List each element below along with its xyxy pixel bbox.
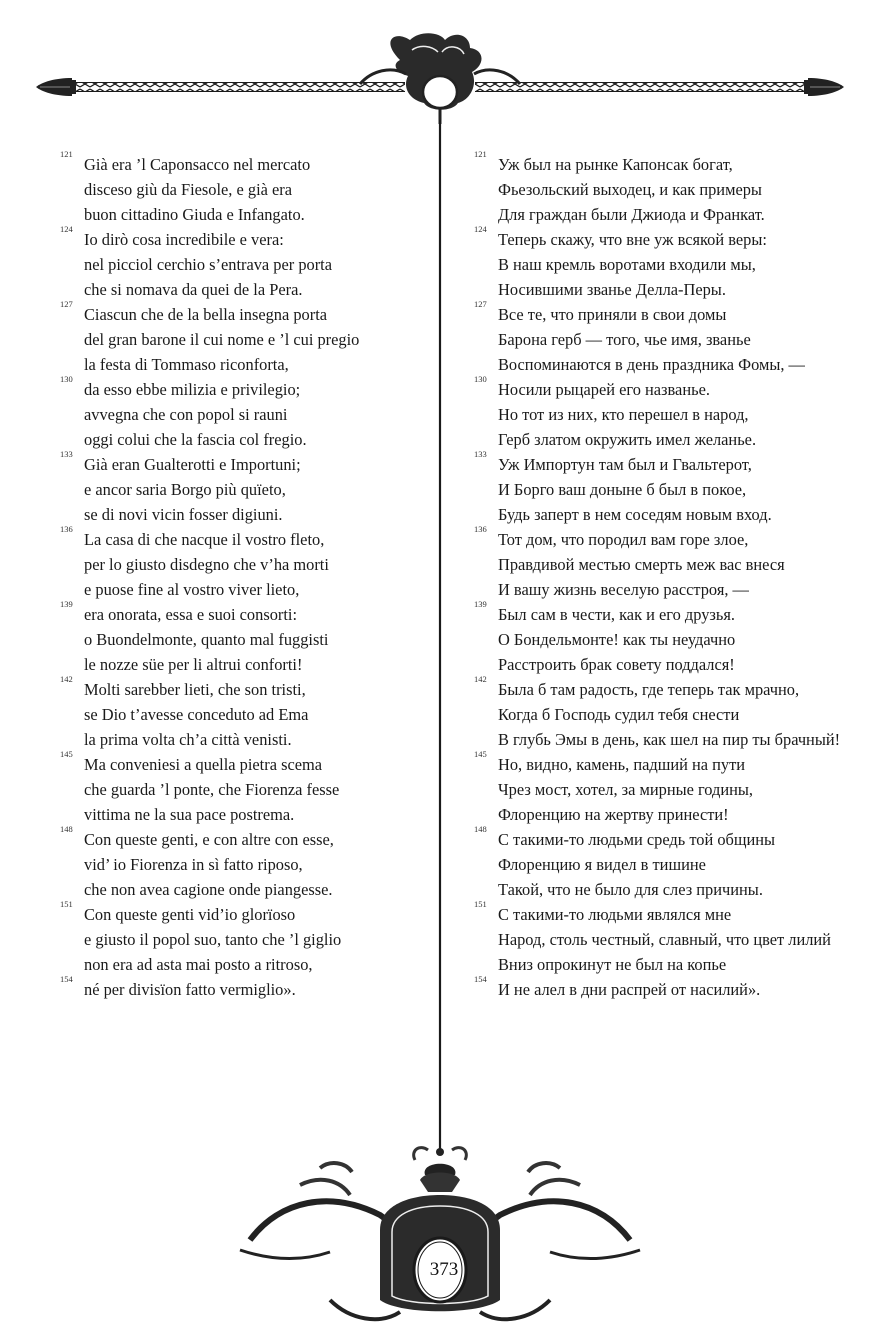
- verse-number: 151: [60, 899, 73, 909]
- russian-tercet: [474, 824, 854, 902]
- verse-text: se Dio t’avesse conceduto ad Ema: [84, 705, 309, 724]
- russian-tercet: [474, 449, 854, 527]
- italian-verse-line: [60, 149, 400, 177]
- russian-verse-line: [474, 927, 854, 952]
- verse-text: non era ad asta mai posto a ritroso,: [84, 955, 313, 974]
- italian-verse-line: [60, 777, 400, 802]
- verse-text: oggi colui che la fascia col fregio.: [84, 430, 307, 449]
- italian-verse-line: [60, 327, 400, 352]
- italian-tercet: [60, 149, 400, 227]
- italian-tercet: [60, 899, 400, 977]
- italian-verse-line: [60, 352, 400, 377]
- verse-text: Будь заперт в нем соседям новым вход.: [498, 505, 772, 524]
- verse-number: 154: [474, 974, 487, 984]
- verse-number: 127: [474, 299, 487, 309]
- italian-verse-line: [60, 749, 400, 777]
- verse-text: И Борго ваш доныне б был в покое,: [498, 480, 747, 499]
- russian-verse-line: [474, 427, 854, 452]
- verse-number: 130: [60, 374, 73, 384]
- russian-verse-line: [474, 202, 854, 227]
- verse-text: Теперь скажу, что вне уж всякой веры:: [498, 230, 767, 249]
- italian-tercet: [60, 224, 400, 302]
- russian-verse-line: [474, 824, 854, 852]
- verse-text: Носившими званье Делла-Перы.: [498, 280, 726, 299]
- verse-text: Чрез мост, хотел, за мирные годины,: [498, 780, 754, 799]
- verse-text: Когда б Господь судил тебя снести: [498, 705, 740, 724]
- italian-verse-line: [60, 852, 400, 877]
- italian-verse-line: [60, 702, 400, 727]
- italian-tercet: [60, 599, 400, 677]
- russian-verse-line: [474, 627, 854, 652]
- verse-text: buon cittadino Giuda e Infangato.: [84, 205, 305, 224]
- italian-verse-line: [60, 652, 400, 677]
- verse-number: 142: [474, 674, 487, 684]
- verse-text: Герб златом окружить имел желанье.: [498, 430, 757, 449]
- verse-text: che guarda ’l ponte, che Fiorenza fesse: [84, 780, 340, 799]
- verse-text: la prima volta ch’a città venisti.: [84, 730, 292, 749]
- verse-text: С такими-то людьми являлся мне: [498, 905, 732, 924]
- italian-verse-line: [60, 552, 400, 577]
- verse-text: Такой, что не было для слез причины.: [498, 880, 763, 899]
- verse-number: 154: [60, 974, 73, 984]
- italian-verse-line: [60, 202, 400, 227]
- verse-text: era onorata, essa e suoi consorti:: [84, 605, 298, 624]
- italian-verse-line: [60, 402, 400, 427]
- russian-verse-line: [474, 674, 854, 702]
- italian-verse-line: [60, 502, 400, 527]
- russian-verse-line: [474, 777, 854, 802]
- russian-verse-line: [474, 852, 854, 877]
- verse-text: Но тот из них, кто перешел в народ,: [498, 405, 749, 424]
- italian-verse-line: [60, 374, 400, 402]
- russian-verse-line: [474, 299, 854, 327]
- italian-verse-line: [60, 927, 400, 952]
- italian-verse-line: [60, 899, 400, 927]
- russian-verse-line: [474, 727, 854, 752]
- russian-verse-line: [474, 802, 854, 827]
- verse-number: 145: [474, 749, 487, 759]
- russian-verse-line: [474, 352, 854, 377]
- italian-verse-line: [60, 524, 400, 552]
- italian-text-column: [60, 149, 400, 1002]
- verse-text: Con queste genti vid’io glorïoso: [84, 905, 296, 924]
- russian-verse-line: [474, 402, 854, 427]
- russian-tercet: [474, 524, 854, 602]
- russian-tercet: [474, 899, 854, 977]
- verse-number: 124: [60, 224, 73, 234]
- verse-text: Народ, столь честный, славный, что цвет лилий: [498, 930, 831, 949]
- italian-verse-line: [60, 427, 400, 452]
- verse-number: 139: [474, 599, 487, 609]
- verse-text: Расстроить брак совету поддался!: [498, 655, 735, 674]
- italian-verse-line: [60, 299, 400, 327]
- russian-verse-line: [474, 552, 854, 577]
- verse-text: vittima ne la sua pace postrema.: [84, 805, 295, 824]
- verse-number: 142: [60, 674, 73, 684]
- italian-verse-line: [60, 252, 400, 277]
- verse-number: 148: [474, 824, 487, 834]
- italian-verse-line: [60, 627, 400, 652]
- verse-text: del gran barone il cui nome e ’l cui pregio: [84, 330, 360, 349]
- russian-verse-line: [474, 952, 854, 977]
- verse-text: Воспоминаются в день праздника Фомы, —: [498, 355, 805, 374]
- russian-verse-line: [474, 749, 854, 777]
- verse-text: И не алел в дни распрей от насилий».: [498, 980, 761, 999]
- italian-verse-line: [60, 802, 400, 827]
- bottom-cartouche-ornament: [240, 1148, 640, 1320]
- verse-text: che non avea cagione onde piangesse.: [84, 880, 333, 899]
- italian-verse-line: [60, 877, 400, 902]
- verse-text: В глубь Эмы в день, как шел на пир ты брачный!: [498, 730, 841, 749]
- verse-text: disceso giù da Fiesole, e già era: [84, 180, 293, 199]
- verse-text: Ma conveniesi a quella pietra scema: [84, 755, 323, 774]
- russian-tercet: [474, 299, 854, 377]
- russian-verse-line: [474, 524, 854, 552]
- verse-text: avvegna che con popol si rauni: [84, 405, 288, 424]
- russian-verse-line: [474, 449, 854, 477]
- russian-verse-line: [474, 177, 854, 202]
- russian-tercet: [474, 149, 854, 227]
- verse-text: la festa di Tommaso riconforta,: [84, 355, 289, 374]
- italian-tercet: [60, 374, 400, 452]
- verse-number: 124: [474, 224, 487, 234]
- italian-verse-line: [60, 177, 400, 202]
- verse-text: Все те, что приняли в свои домы: [498, 305, 727, 324]
- verse-text: Барона герб — того, чье имя, званье: [498, 330, 751, 349]
- russian-verse-line: [474, 327, 854, 352]
- verse-text: Был сам в чести, как и его друзья.: [498, 605, 735, 624]
- russian-tercet: [474, 674, 854, 752]
- verse-text: Уж Импортун там был и Гвальтерот,: [498, 455, 752, 474]
- russian-verse-line: [474, 899, 854, 927]
- cherub-cartouche-ornament: [360, 33, 520, 124]
- russian-verse-line: [474, 502, 854, 527]
- russian-verse-line: [474, 652, 854, 677]
- verse-text: Для граждан были Джиода и Франкат.: [498, 205, 765, 224]
- verse-text: se di novi vicin fosser digiuni.: [84, 505, 283, 524]
- italian-tercet: [60, 524, 400, 602]
- verse-number: 151: [474, 899, 487, 909]
- italian-verse-line: [60, 824, 400, 852]
- italian-verse-line: [60, 449, 400, 477]
- verse-number: 139: [60, 599, 73, 609]
- italian-tercet: [60, 974, 400, 1002]
- verse-number: 133: [474, 449, 487, 459]
- russian-verse-line: [474, 599, 854, 627]
- verse-text: В наш кремль воротами входили мы,: [498, 255, 756, 274]
- verse-text: Флоренцию я видел в тишине: [498, 855, 706, 874]
- verse-number: 130: [474, 374, 487, 384]
- verse-number: 145: [60, 749, 73, 759]
- verse-text: per lo giusto disdegno che v’ha morti: [84, 555, 329, 574]
- russian-verse-line: [474, 252, 854, 277]
- verse-text: Già era ’l Caponsacco nel mercato: [84, 155, 311, 174]
- verse-text: Носили рыцарей его названье.: [498, 380, 710, 399]
- italian-verse-line: [60, 674, 400, 702]
- italian-verse-line: [60, 952, 400, 977]
- verse-text: Но, видно, камень, падший на пути: [498, 755, 746, 774]
- verse-text: vid’ io Fiorenza in sì fatto riposo,: [84, 855, 303, 874]
- italian-tercet: [60, 674, 400, 752]
- verse-text: Ciascun che de la bella insegna porta: [84, 305, 328, 324]
- russian-tercet: [474, 749, 854, 827]
- russian-tercet: [474, 974, 854, 1002]
- italian-tercet: [60, 299, 400, 377]
- verse-text: Io dirò cosa incredibile e vera:: [84, 230, 284, 249]
- verse-text: И вашу жизнь веселую расстроя, —: [498, 580, 749, 599]
- italian-tercet: [60, 749, 400, 827]
- verse-text: Molti sarebber lieti, che son tristi,: [84, 680, 306, 699]
- italian-verse-line: [60, 577, 400, 602]
- verse-text: nel picciol cerchio s’entrava per porta: [84, 255, 333, 274]
- verse-number: 136: [60, 524, 73, 534]
- page-number: 373: [429, 1259, 459, 1280]
- verse-text: da esso ebbe milizia e privilegio;: [84, 380, 301, 399]
- verse-text: О Бондельмонте! как ты неудачно: [498, 630, 736, 649]
- italian-verse-line: [60, 224, 400, 252]
- verse-text: né per divisïon fatto vermiglio».: [84, 980, 296, 999]
- russian-text-column: [474, 149, 854, 1002]
- russian-verse-line: [474, 224, 854, 252]
- italian-tercet: [60, 449, 400, 527]
- verse-text: Уж был на рынке Капонсак богат,: [498, 155, 733, 174]
- russian-verse-line: [474, 477, 854, 502]
- verse-number: 121: [474, 149, 487, 159]
- verse-text: o Buondelmonte, quanto mal fuggisti: [84, 630, 329, 649]
- italian-verse-line: [60, 599, 400, 627]
- italian-verse-line: [60, 727, 400, 752]
- russian-verse-line: [474, 877, 854, 902]
- italian-verse-line: [60, 477, 400, 502]
- verse-number: 148: [60, 824, 73, 834]
- verse-number: 127: [60, 299, 73, 309]
- verse-text: Con queste genti, e con altre con esse,: [84, 830, 334, 849]
- verse-text: С такими-то людьми средь той общины: [498, 830, 776, 849]
- verse-text: Già eran Gualterotti e Importuni;: [84, 455, 301, 474]
- verse-text: e ancor saria Borgo più quïeto,: [84, 480, 286, 499]
- russian-verse-line: [474, 374, 854, 402]
- verse-text: La casa di che nacque il vostro fleto,: [84, 530, 325, 549]
- verse-text: Тот дом, что породил вам горе злое,: [498, 530, 749, 549]
- russian-tercet: [474, 374, 854, 452]
- russian-verse-line: [474, 277, 854, 302]
- russian-verse-line: [474, 974, 854, 1002]
- verse-number: 133: [60, 449, 73, 459]
- italian-verse-line: [60, 974, 400, 1002]
- russian-tercet: [474, 224, 854, 302]
- verse-text: Фьезольский выходец, и как примеры: [498, 180, 762, 199]
- russian-verse-line: [474, 702, 854, 727]
- verse-text: che si nomava da quei de la Pera.: [84, 280, 303, 299]
- verse-number: 121: [60, 149, 73, 159]
- italian-verse-line: [60, 277, 400, 302]
- russian-verse-line: [474, 149, 854, 177]
- verse-text: Была б там радость, где теперь так мрачно,: [498, 680, 800, 699]
- verse-text: Вниз опрокинут не был на копье: [498, 955, 727, 974]
- verse-text: e giusto il popol suo, tanto che ’l giglio: [84, 930, 342, 949]
- verse-number: 136: [474, 524, 487, 534]
- verse-text: Правдивой местью смерть меж вас внеся: [498, 555, 785, 574]
- verse-text: Флоренцию на жертву принести!: [498, 805, 729, 824]
- russian-tercet: [474, 599, 854, 677]
- russian-verse-line: [474, 577, 854, 602]
- italian-tercet: [60, 824, 400, 902]
- verse-text: le nozze süe per li altrui conforti!: [84, 655, 303, 674]
- verse-text: e puose fine al vostro viver lieto,: [84, 580, 300, 599]
